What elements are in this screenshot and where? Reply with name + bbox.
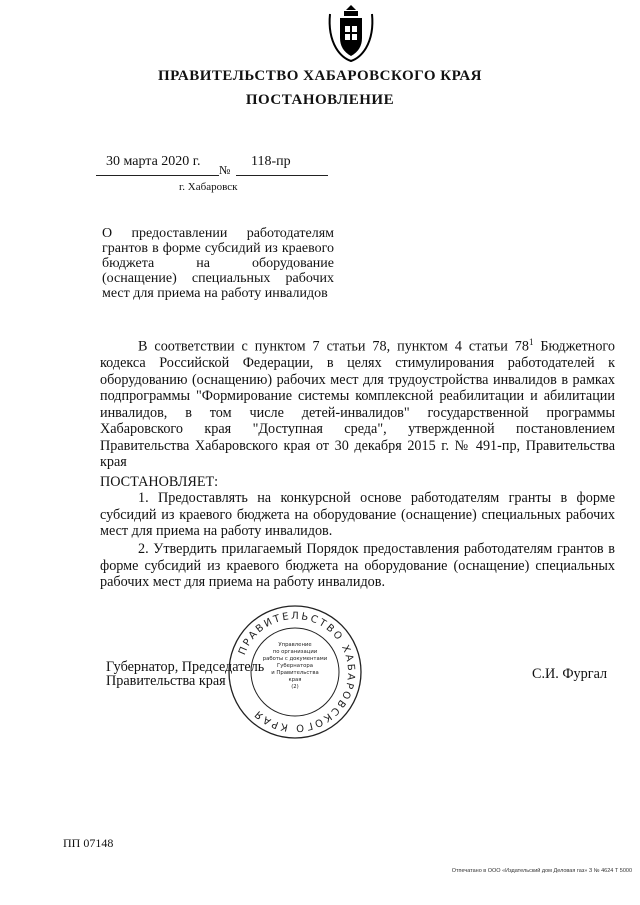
signatory-position-line-1: Губернатор, Председатель	[106, 659, 265, 675]
document-type: ПОСТАНОВЛЕНИЕ	[245, 92, 395, 108]
stamp-line-2: по организации	[272, 649, 318, 655]
government-title: ПРАВИТЕЛЬСТВО ХАБАРОВСКОГО КРАЯ	[157, 68, 483, 84]
resolves-heading: ПОСТАНОВЛЯЕТ:	[100, 474, 219, 490]
signatory-name: С.И. Фургал	[532, 666, 608, 682]
date-underline	[96, 175, 219, 176]
preamble-paragraph	[100, 334, 615, 471]
stamp-line-1: Управление	[278, 642, 312, 648]
preamble-text-1: В соответствии с пунктом 7 статьи 78, пунктом 4 статьи 78	[138, 338, 529, 355]
article-superscript: 1	[528, 337, 534, 347]
document-date: 30 марта 2020 г.	[106, 154, 201, 169]
resolution-item-1: 1. Предоставлять на конкурсной основе работодателям гранты в форме субсидий из краевого бюджета на оборудование (оснащение) специальных рабочих мест для приема на работу инвалидов.	[100, 490, 615, 539]
stamp-line-4: Губернатора	[277, 663, 313, 669]
stamp-ring-text: ПРАВИТЕЛЬСТВО ХАБАРОВСКОГО КРАЯ	[237, 610, 357, 734]
coat-of-arms-icon	[326, 4, 376, 64]
stamp-line-7: (2)	[291, 684, 299, 690]
document-city: г. Хабаровск	[179, 181, 238, 193]
number-underline	[236, 175, 328, 176]
stamp-line-3: работы с документами	[262, 656, 328, 662]
official-stamp	[227, 604, 363, 740]
printer-imprint: Отпечатано в ООО «Издательский дом Деловая газ» З № 4624 Т 5000	[451, 868, 632, 874]
document-code: ПП 07148	[63, 836, 114, 850]
signatory-position-line-2: Правительства края	[106, 673, 226, 689]
stamp-line-5: и Правительства	[271, 670, 319, 676]
document-number: 118-пр	[251, 154, 291, 169]
resolution-item-2: 2. Утвердить прилагаемый Порядок предоставления работодателям грантов в форме субсидий из краевого бюджета на оборудование (оснащение) специальных рабочих мест для приема на работу инвалидов.	[100, 541, 615, 590]
number-sign: №	[219, 163, 231, 177]
stamp-line-6: края	[288, 677, 302, 683]
document-subject: О предоставлении работодателям грантов в форме субсидий из краевого бюджета на оборудование (оснащение) специальных рабочих мест для приема на работу инвалидов	[102, 226, 334, 301]
preamble-text-2: Бюджетного кодекса Российской Федерации, в целях стимулирования работодателей к оборудованию (оснащению) рабочих мест для трудоустройства инвалидов в рамках подпрограммы "Формирование системы комплексной реабилитации и абилитации инвалидов, в том числе детей-инвалидов" государственной программы Хабаровского края "Доступная среда", утвержденной постановлением Правительства Хабаровского края от 30 декабря 2015 г. № 491-пр, Правительства края	[100, 338, 615, 471]
